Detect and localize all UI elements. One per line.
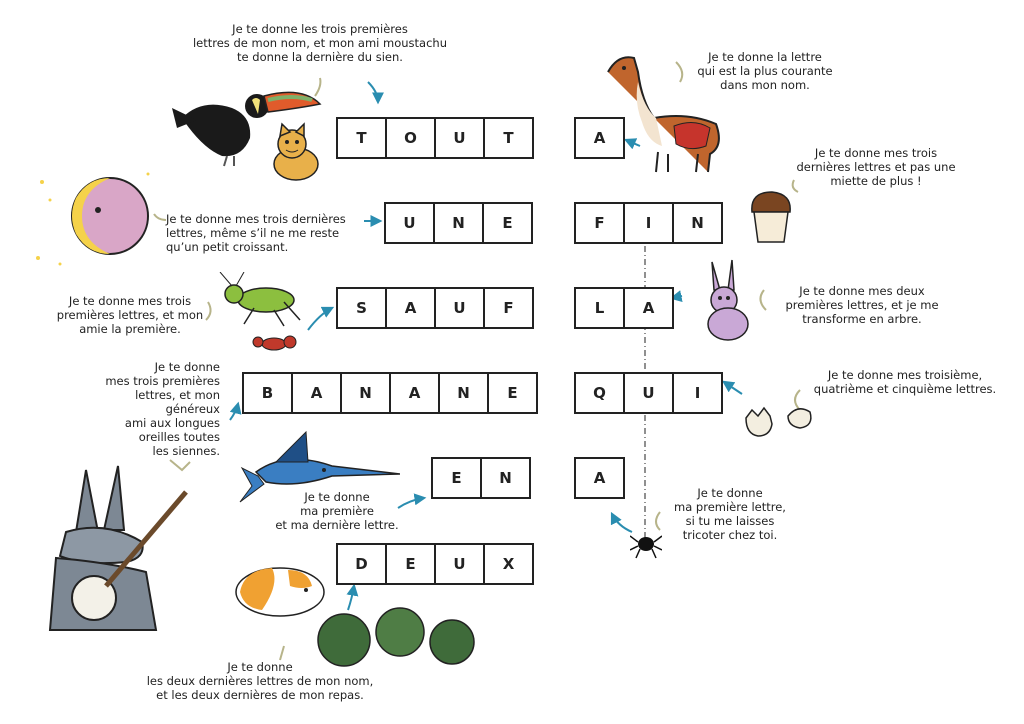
clue-line: lettres de mon nom, et mon ami moustachu [192,36,448,50]
clue-line: Je te donne [697,486,763,500]
clue-cricket [50,294,210,336]
letter-cell: B [242,372,293,414]
word-row-sauf [336,287,534,329]
clue-line: dernières lettres et pas une [796,160,956,174]
clue-line: les siennes. [152,444,220,458]
word-row-tout [336,117,534,159]
clue-line: Je te donne [304,490,370,504]
eggshell-illustration [742,396,816,438]
letter-cell: U [434,287,485,329]
clue-line: ma première lettre, [674,500,786,514]
letter-cell: U [384,202,435,244]
swordfish-illustration [236,428,400,510]
arrow-cricket [308,308,332,330]
letter-cell: A [389,372,440,414]
clue-line: si tu me laisses [685,514,775,528]
letter-cell: O [385,117,436,159]
letter-cell: I [623,202,674,244]
clue-line: les deux dernières lettres de mon nom, [146,674,374,688]
arrow-donkey [230,404,238,420]
letter-cell: A [385,287,436,329]
word-row-qui [574,372,723,414]
letter-cell: A [291,372,342,414]
letter-cell: A [574,117,625,159]
letter-cell: U [623,372,674,414]
clue-line: et ma dernière lettre. [275,518,399,532]
clue-line: Je te donne [227,660,293,674]
clue-line: amie la première. [79,322,181,336]
clue-line: qui est la plus courante [697,64,833,78]
clue-line: Je te donne les trois premières [232,22,408,36]
letter-cell: U [434,117,485,159]
word-row-a-bottom [574,457,625,499]
letter-cell: Q [574,372,625,414]
clue-line: Je te donne mes trois [68,294,192,308]
arrow-spider [612,514,632,532]
word-row-fin [574,202,723,244]
letter-cell: A [574,457,625,499]
word-row-banane [242,372,538,414]
spider-illustration [630,532,662,560]
letter-cell: T [336,117,387,159]
letter-cell: X [483,543,534,585]
word-row-une [384,202,533,244]
clue-line: quatrième et cinquième lettres. [813,382,997,396]
clue-line: Je te donne la lettre [708,50,822,64]
letter-cell: E [482,202,533,244]
clue-toucan [180,22,460,64]
clue-egg [800,368,1010,396]
clue-line: transforme en arbre. [802,312,922,326]
letter-cell: N [438,372,489,414]
clue-line: Je te donne mes troisième, [827,368,983,382]
cat-illustration [262,120,328,184]
clue-moon [166,212,366,254]
clue-line: premières lettres, et je me [785,298,939,312]
clue-line: lettres, même s’il ne me reste [166,226,340,240]
clue-line: qu’un petit croissant. [166,240,289,254]
cricket-illustration [214,272,304,358]
clue-line: tricoter chez toi. [682,528,778,542]
clue-line: Je te donne mes trois dernières [166,212,346,226]
letter-cell: F [483,287,534,329]
letter-cell: A [623,287,674,329]
clue-spider [660,486,800,542]
clue-line: oreilles toutes [138,430,220,444]
letter-cell: E [385,543,436,585]
clue-line: mes trois premières [105,374,220,388]
letter-cell: N [480,457,531,499]
clue-donkey [80,360,220,458]
clue-line: Je te donne mes trois [814,146,938,160]
muffin-illustration [746,188,796,244]
letter-cell: F [574,202,625,244]
clue-line: Je te donne mes deux [799,284,925,298]
word-row-en [431,457,531,499]
moon-illustration [30,160,160,270]
donkey-illustration [46,462,206,632]
letter-cell: T [483,117,534,159]
letter-cell: E [431,457,482,499]
clue-rabbit [772,284,952,326]
llama-illustration [598,42,728,174]
letter-cell: S [336,287,387,329]
rabbit-illustration [694,258,764,344]
word-row-deux [336,543,534,585]
arrow-egg [724,382,742,394]
letter-cell: D [336,543,387,585]
clue-line: premières lettres, et mon [56,308,204,322]
clue-line: lettres, et mon généreux [135,388,220,416]
clue-line: et les deux dernières de mon repas. [156,688,364,702]
clue-line: ma première [300,504,374,518]
letter-cell: N [340,372,391,414]
clue-muffin [776,146,976,188]
clue-line: Je te donne [154,360,220,374]
clue-line: dans mon nom. [720,78,810,92]
letter-cell: I [672,372,723,414]
clue-line: miette de plus ! [830,174,922,188]
letter-cell: E [487,372,538,414]
cabbages-illustration [308,604,478,668]
clue-line: te donne la dernière du sien. [237,50,403,64]
arrow-toucan [368,82,378,102]
letter-cell: L [574,287,625,329]
word-row-la [574,287,674,329]
letter-cell: N [433,202,484,244]
letter-cell: U [434,543,485,585]
letter-cell: N [672,202,723,244]
clue-line: ami aux longues [124,416,220,430]
